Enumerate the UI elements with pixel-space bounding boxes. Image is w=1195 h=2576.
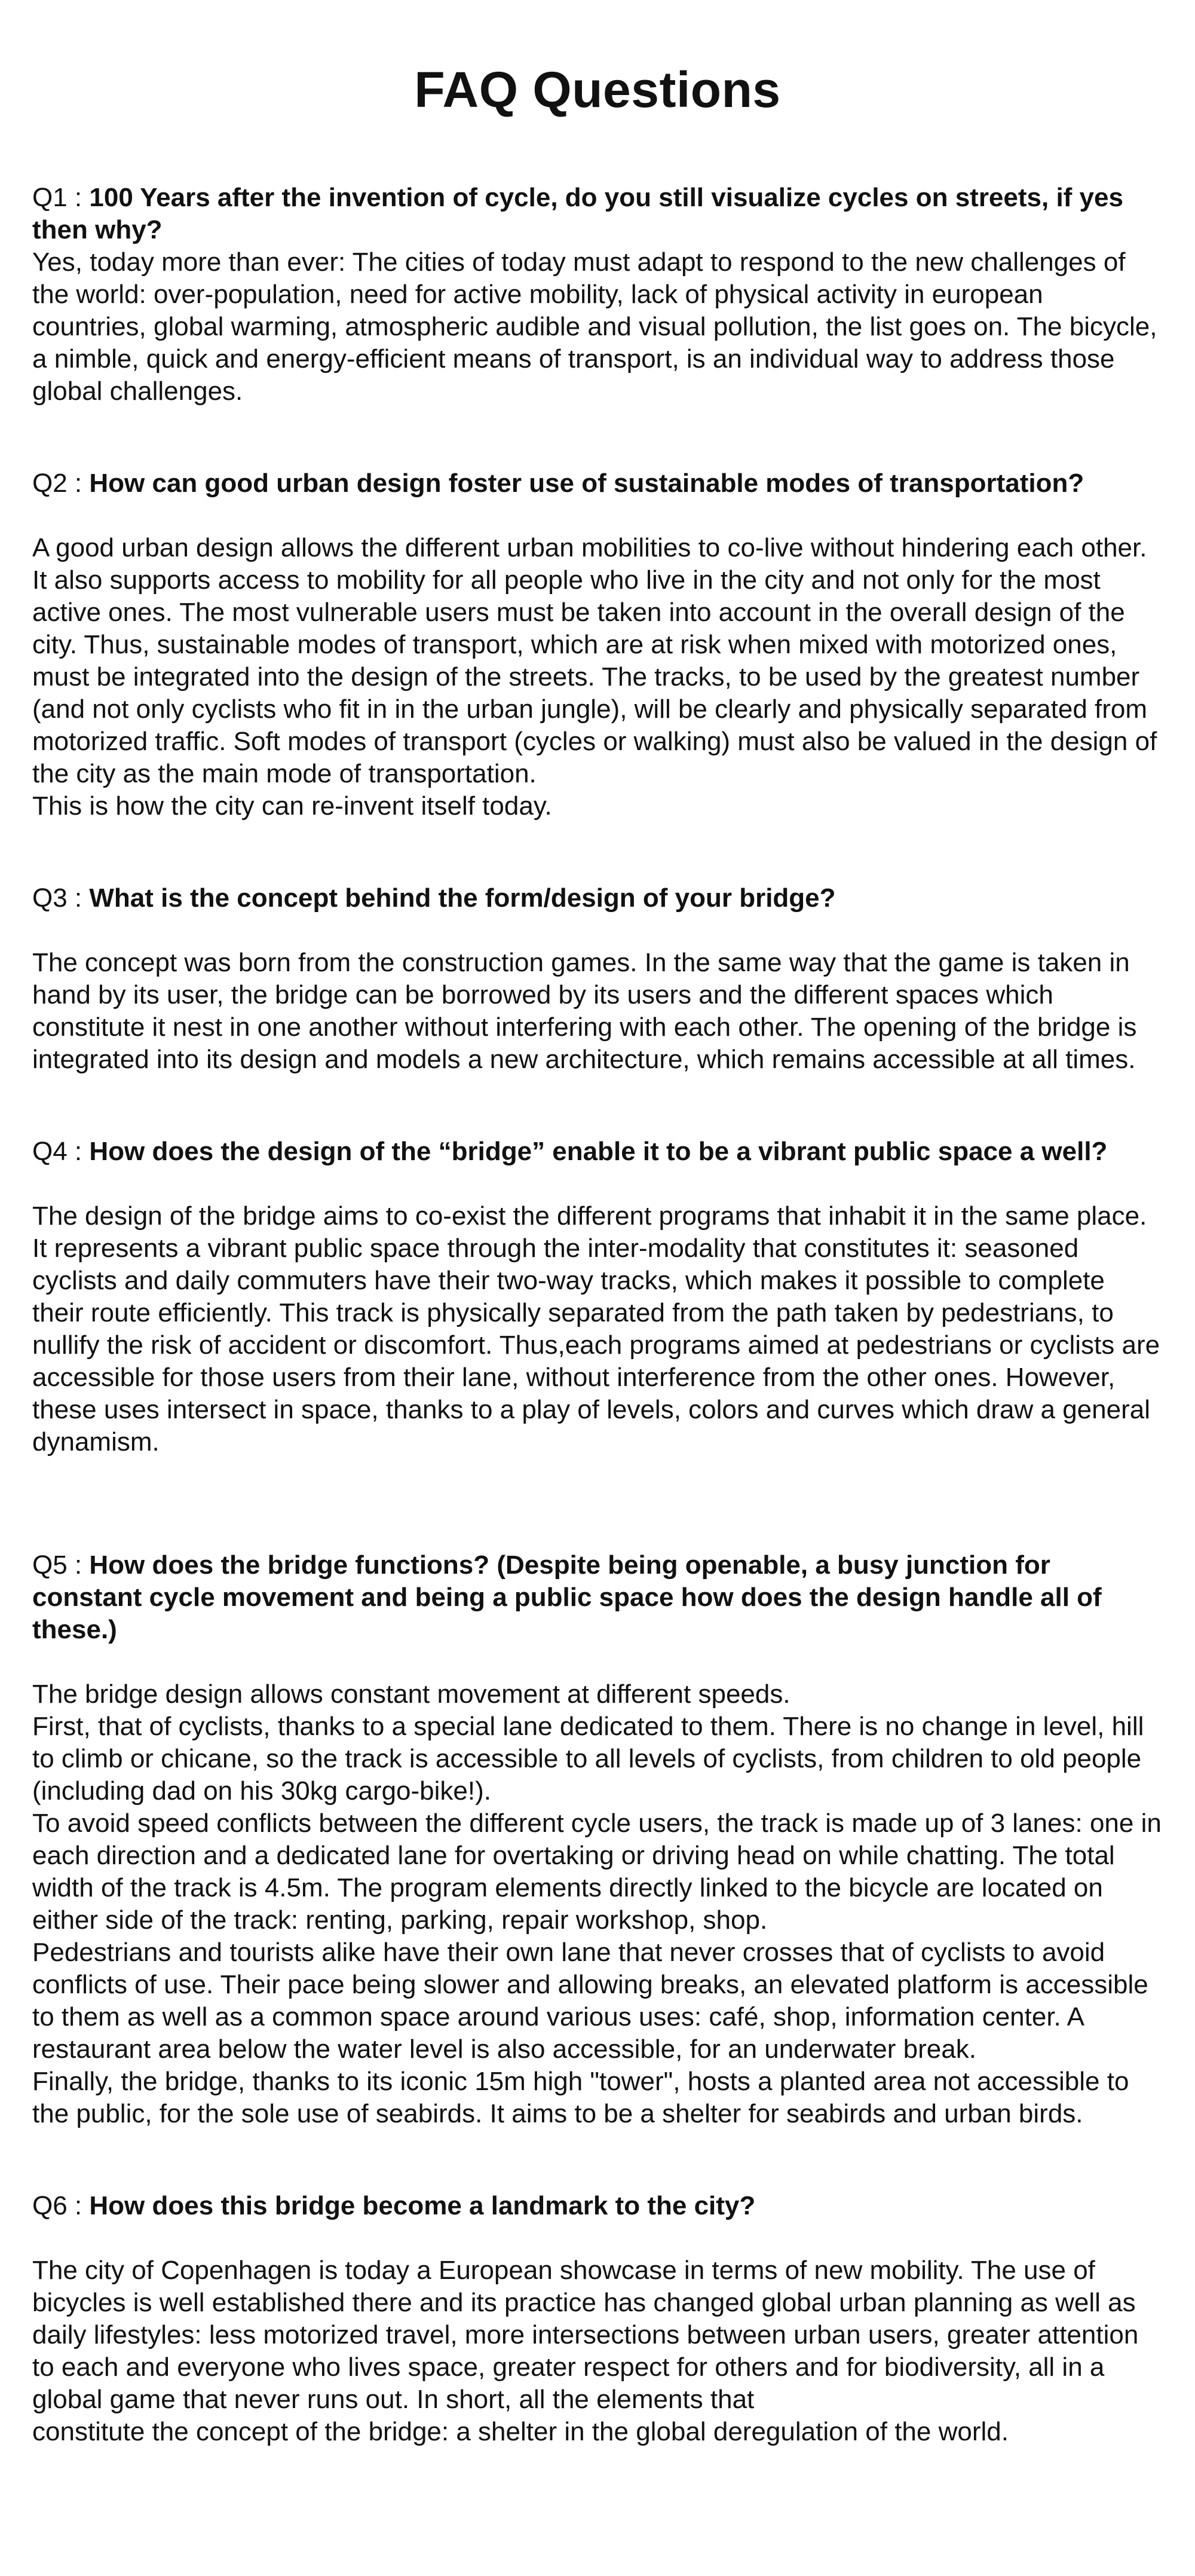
question-text: How does the design of the “bridge” enable it to be a vibrant public space a well?: [89, 1137, 1108, 1166]
question-number: Q6 :: [32, 2191, 90, 2220]
answer: [32, 1200, 1163, 1458]
question: [32, 1549, 1163, 1646]
question: [32, 467, 1163, 500]
question-number: Q1 :: [32, 183, 90, 212]
question-text: 100 Years after the invention of cycle, do you still visualize cycles on streets, if yes then why?: [32, 183, 1123, 244]
faq-item-5: [32, 1549, 1163, 2130]
faq-item-4: [32, 1136, 1163, 1458]
answer-paragraph: The design of the bridge aims to co-exist the different programs that inhabit it in the same place. It represents a vibrant public space through the inter-modality that constitutes it: seasoned cyclists and daily commuters have their two-way tracks, which makes it possible to complete their route efficiently. This track is physically separated from the path taken by pedestrians, to nullify the risk of accident or discomfort. Thus,each programs aimed at pedestrians or cyclists are accessible for those users from their lane, without interference from the other ones. However, these uses intersect in space, thanks to a play of levels, colors and curves which draw a general dynamism.: [32, 1201, 1160, 1457]
answer-paragraph: Pedestrians and tourists alike have their own lane that never crosses that of cyclists to avoid conflicts of use. Their pace being slower and allowing breaks, an elevated platform is accessible to them as well as a common space around various uses: café, shop, information center. A restaurant area below the water level is also accessible, for an underwater break.: [32, 1938, 1148, 2064]
answer: [32, 947, 1163, 1076]
question-text: How can good urban design foster use of sustainable modes of transportation?: [89, 469, 1084, 498]
answer-paragraph: First, that of cyclists, thanks to a special lane dedicated to them. There is no change in level, hill to climb or chicane, so the track is accessible to all levels of cyclists, from children to old people (including dad on his 30kg cargo-bike!).: [32, 1712, 1144, 1806]
question-text: How does this bridge become a landmark to the city?: [89, 2191, 756, 2220]
answer-paragraph: Yes, today more than ever: The cities of today must adapt to respond to the new challenges of the world: over-population, need for active mobility, lack of physical activity in european countries, global warming, atmospheric audible and visual pollution, the list goes on. The bicycle, a nimble, quick and energy-efficient means of transport, is an individual way to address those global challenges.: [32, 247, 1157, 406]
question-text: How does the bridge functions? (Despite being openable, a busy junction for constant cycle movement and being a public space how does the design handle all of these.): [32, 1550, 1102, 1644]
question-number: Q5 :: [32, 1550, 90, 1580]
question: [32, 2190, 1163, 2222]
answer-paragraph: To avoid speed conflicts between the different cycle users, the track is made up of 3 lanes: one in each direction and a dedicated lane for overtaking or driving head on while chatting. The total width of the track is 4.5m. The program elements directly linked to the bicycle are located on either side of the track: renting, parking, repair workshop, shop.: [32, 1809, 1162, 1935]
answer: [32, 532, 1163, 822]
answer-paragraph: constitute the concept of the bridge: a shelter in the global deregulation of the world.: [32, 2417, 1009, 2446]
answer-paragraph: Finally, the bridge, thanks to its iconic 15m high "tower", hosts a planted area not accessible to the public, for the sole use of seabirds. It aims to be a shelter for seabirds and urban birds.: [32, 2067, 1129, 2128]
question-number: Q2 :: [32, 469, 90, 498]
answer-paragraph: This is how the city can re-invent itself today.: [32, 791, 552, 821]
answer: [32, 246, 1163, 408]
answer-paragraph: The concept was born from the construction games. In the same way that the game is taken in hand by its user, the bridge can be borrowed by its users and the different spaces which constitute it nest in one another without interfering with each other. The opening of the bridge is integrated into its design and models a new architecture, which remains accessible at all times.: [32, 948, 1137, 1074]
page-title: FAQ Questions: [414, 62, 781, 118]
faq-item-2: [32, 467, 1163, 822]
answer: [32, 1678, 1163, 2130]
question-number: Q3 :: [32, 883, 90, 913]
faq-item-3: [32, 882, 1163, 1076]
question: [32, 1136, 1163, 1168]
faq-item-6: [32, 2190, 1163, 2448]
question: [32, 182, 1163, 246]
answer-paragraph: The city of Copenhagen is today a European showcase in terms of new mobility. The use of bicycles is well established there and its practice has changed global urban planning as well as daily lifestyles: less motorized travel, more intersections between urban users, greater attention to each and everyone who lives space, greater respect for others and for biodiversity, all in a global game that never runs out. In short, all the elements that: [32, 2256, 1139, 2414]
question-text: What is the concept behind the form/design of your bridge?: [89, 883, 836, 913]
question-number: Q4 :: [32, 1137, 90, 1166]
faq-list: [32, 182, 1163, 2448]
answer: [32, 2254, 1163, 2448]
answer-paragraph: A good urban design allows the different urban mobilities to co-live without hindering each other. It also supports access to mobility for all people who live in the city and not only for the most active ones. The most vulnerable users must be taken into account in the overall design of the city. Thus, sustainable modes of transport, which are at risk when mixed with motorized ones, must be integrated into the design of the streets. The tracks, to be used by the greatest number (and not only cyclists who fit in in the urban jungle), will be clearly and physically separated from motorized traffic. Soft modes of transport (cycles or walking) must also be valued in the design of the city as the main mode of transportation.: [32, 533, 1157, 788]
question: [32, 882, 1163, 914]
faq-item-1: [32, 182, 1163, 408]
answer-paragraph: The bridge design allows constant movement at different speeds.: [32, 1679, 790, 1709]
